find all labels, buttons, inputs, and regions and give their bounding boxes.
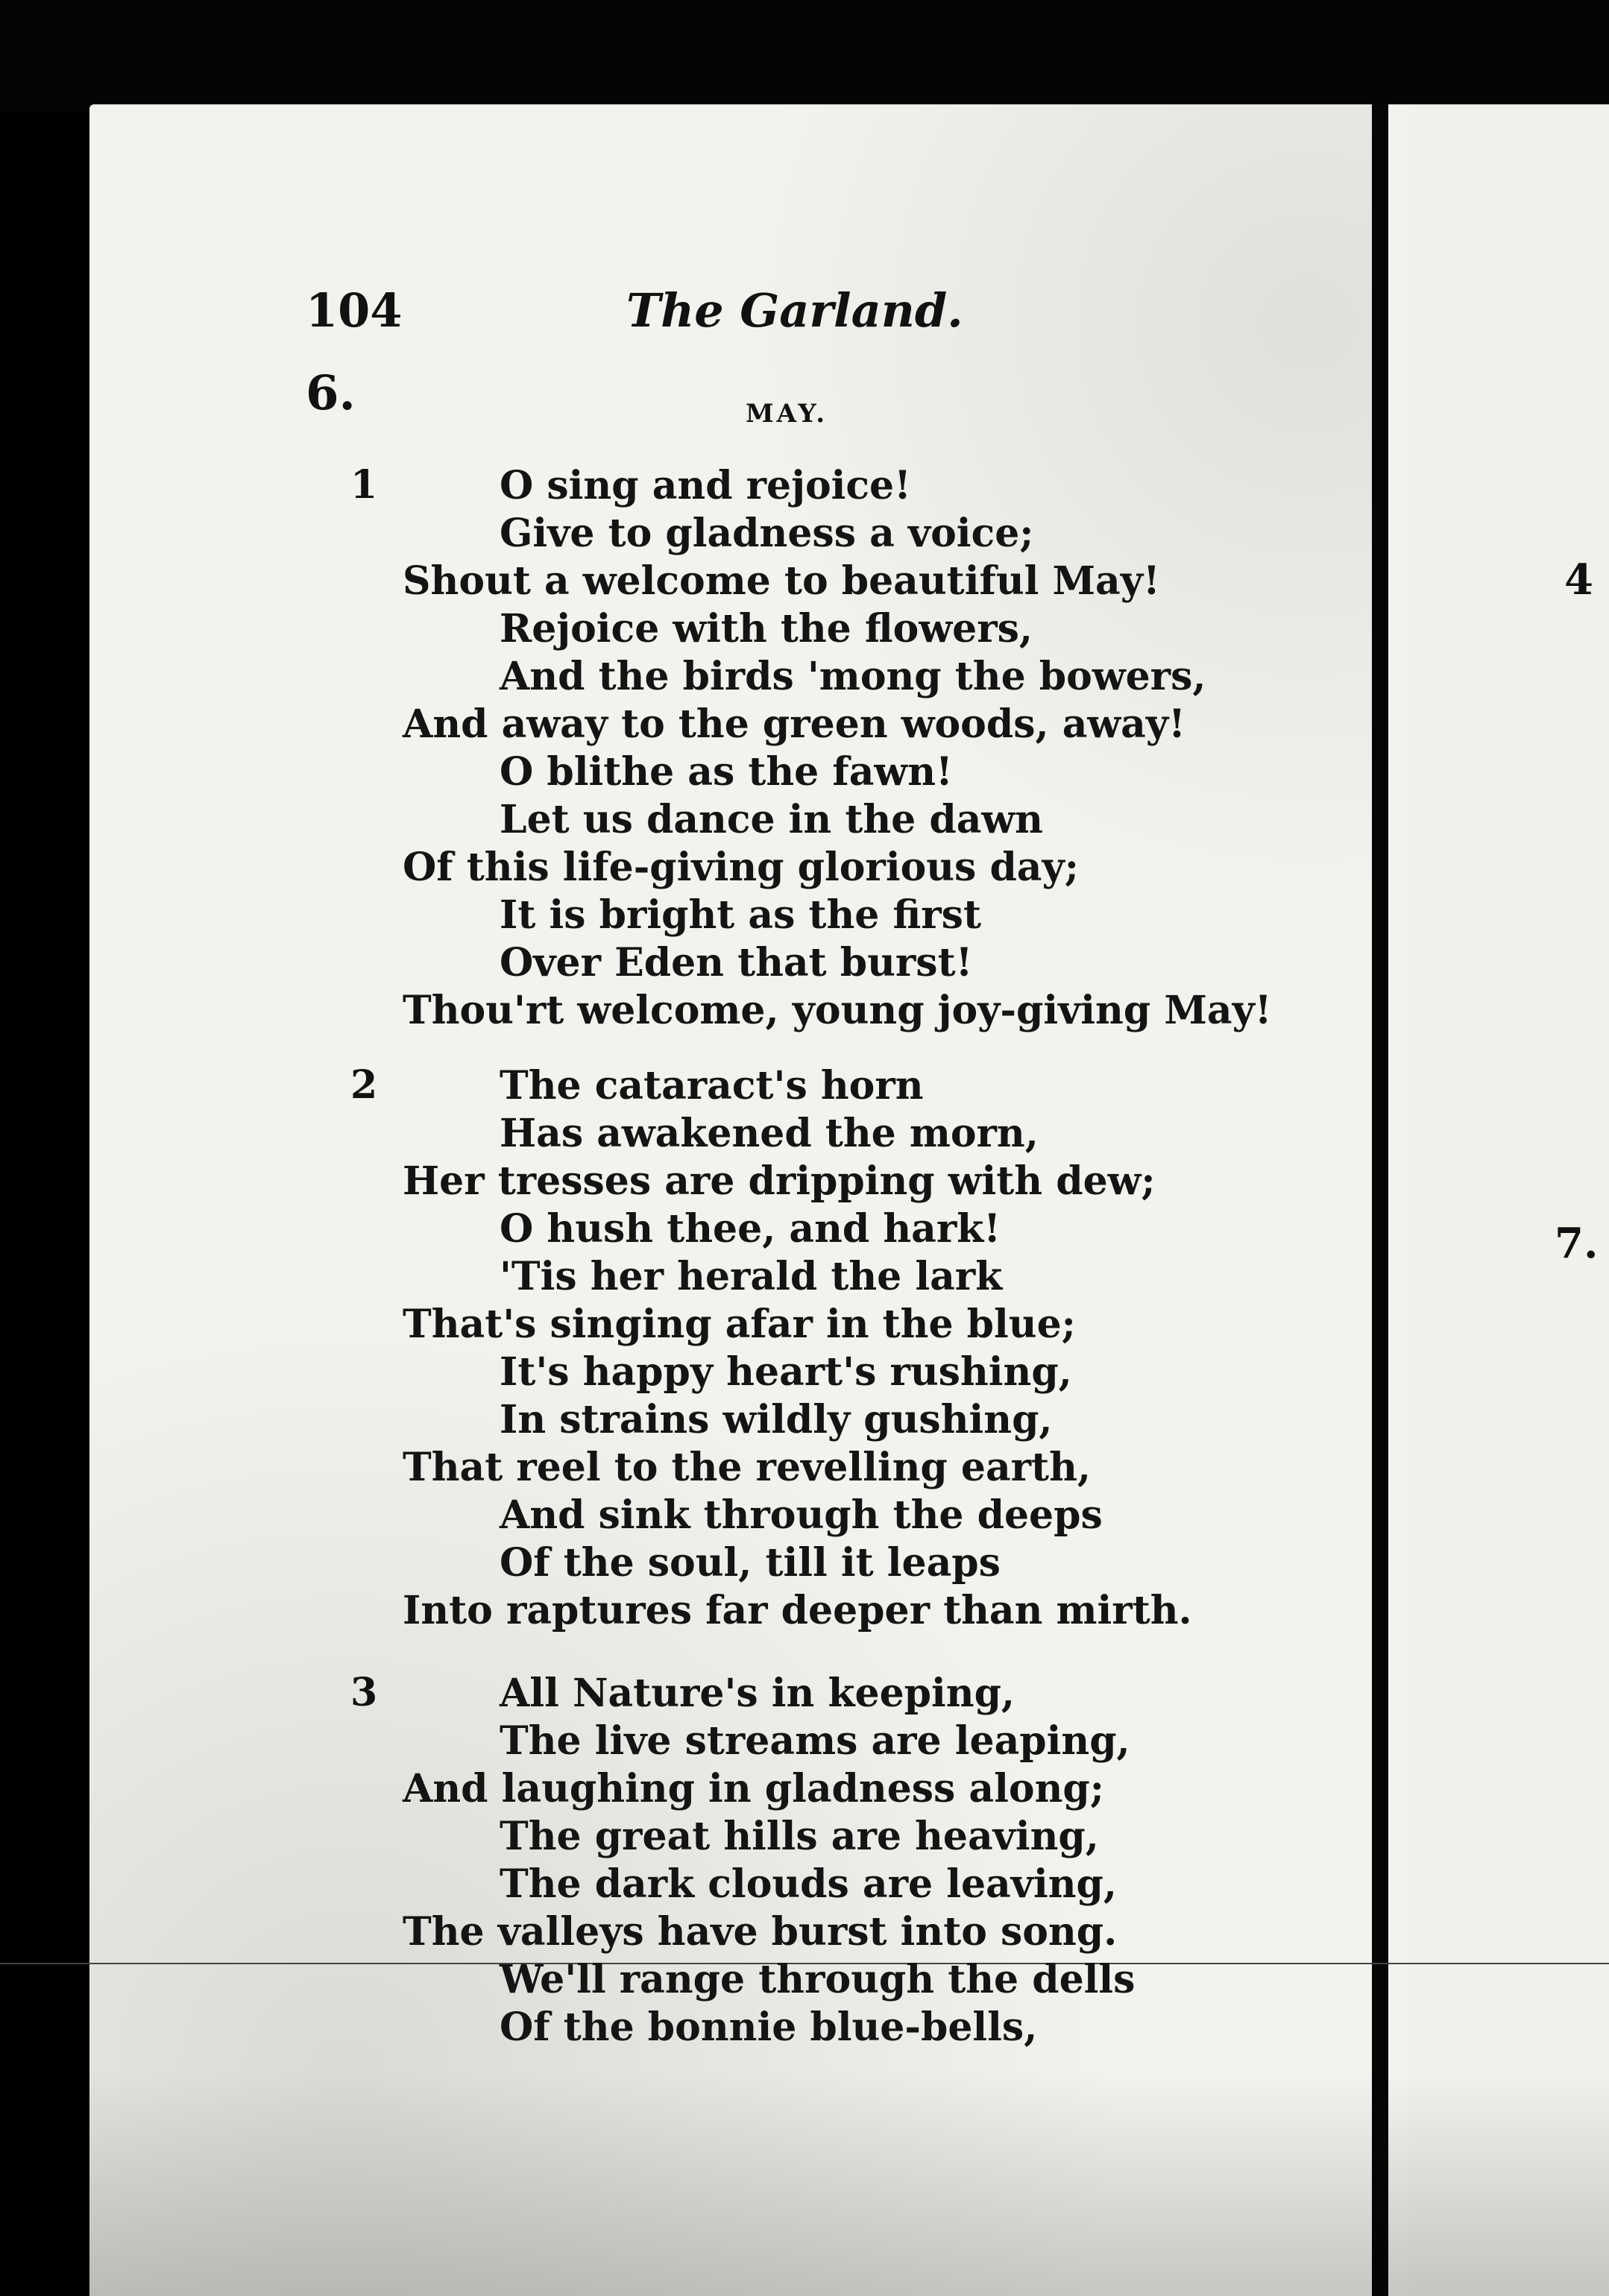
verse-line: Has awakened the morn, xyxy=(500,1111,1039,1156)
facing-hymn-number: 7. xyxy=(1555,1219,1599,1268)
verse-line: The valleys have burst into song. xyxy=(403,1909,1118,1955)
verse-line: And the birds 'mong the bowers, xyxy=(500,654,1206,699)
verse-line: That's singing afar in the blue; xyxy=(403,1302,1076,1347)
verse-line: Of the soul, till it leaps xyxy=(500,1540,1001,1586)
scan-border xyxy=(0,0,1609,112)
verse-line: We'll range through the dells xyxy=(500,1957,1136,2002)
verse-line: It is bright as the first xyxy=(500,892,981,938)
verse-line: Her tresses are dripping with dew; xyxy=(403,1158,1156,1204)
page-shadow xyxy=(89,2072,1609,2296)
page-number: 104 xyxy=(306,283,403,338)
verse-line: That reel to the revelling earth, xyxy=(403,1445,1091,1490)
book-spine xyxy=(1372,104,1388,2296)
verse-line: And laughing in gladness along; xyxy=(403,1766,1104,1811)
verse-line: The live streams are leaping, xyxy=(500,1718,1130,1764)
verse-line: The dark clouds are leaving, xyxy=(500,1861,1117,1907)
verse-line: In strains wildly gushing, xyxy=(500,1397,1053,1442)
verse-line: 'Tis her herald the lark xyxy=(500,1254,1003,1299)
running-title: The Garland. xyxy=(626,283,963,338)
verse-line: Over Eden that burst! xyxy=(500,940,973,985)
page-header xyxy=(306,283,977,343)
stanza-number: 3 xyxy=(350,1670,378,1715)
verse-line: It's happy heart's rushing, xyxy=(500,1349,1072,1395)
verse-line: Let us dance in the dawn xyxy=(500,797,1043,842)
verse-line: O hush thee, and hark! xyxy=(500,1206,1001,1252)
verse-line: And sink through the deeps xyxy=(500,1492,1103,1538)
verse-line: O blithe as the fawn! xyxy=(500,749,953,795)
verse-line: The great hills are heaving, xyxy=(500,1814,1099,1859)
verse-line: And away to the green woods, away! xyxy=(403,701,1186,747)
hymn-title: MAY. xyxy=(746,399,828,429)
facing-stanza-number: 4 xyxy=(1564,555,1593,605)
verse-line: Thou'rt welcome, young joy-giving May! xyxy=(403,988,1272,1033)
stanza-number: 1 xyxy=(350,462,378,508)
verse-line: Rejoice with the flowers, xyxy=(500,606,1033,652)
verse-line: O sing and rejoice! xyxy=(500,463,911,508)
verse-line: Of this life-giving glorious day; xyxy=(403,845,1079,890)
verse-line: Of the bonnie blue-bells, xyxy=(500,2005,1038,2050)
verse-line: All Nature's in keeping, xyxy=(500,1671,1016,1716)
right-page xyxy=(1409,104,1609,2296)
stanza-number: 2 xyxy=(350,1062,378,1108)
hymn-number: 6. xyxy=(306,365,356,421)
verse-line: Into raptures far deeper than mirth. xyxy=(403,1588,1192,1633)
verse-line: Shout a welcome to beautiful May! xyxy=(403,558,1160,604)
verse-line: The cataract's horn xyxy=(500,1063,924,1108)
verse-line: Give to gladness a voice; xyxy=(500,511,1034,556)
